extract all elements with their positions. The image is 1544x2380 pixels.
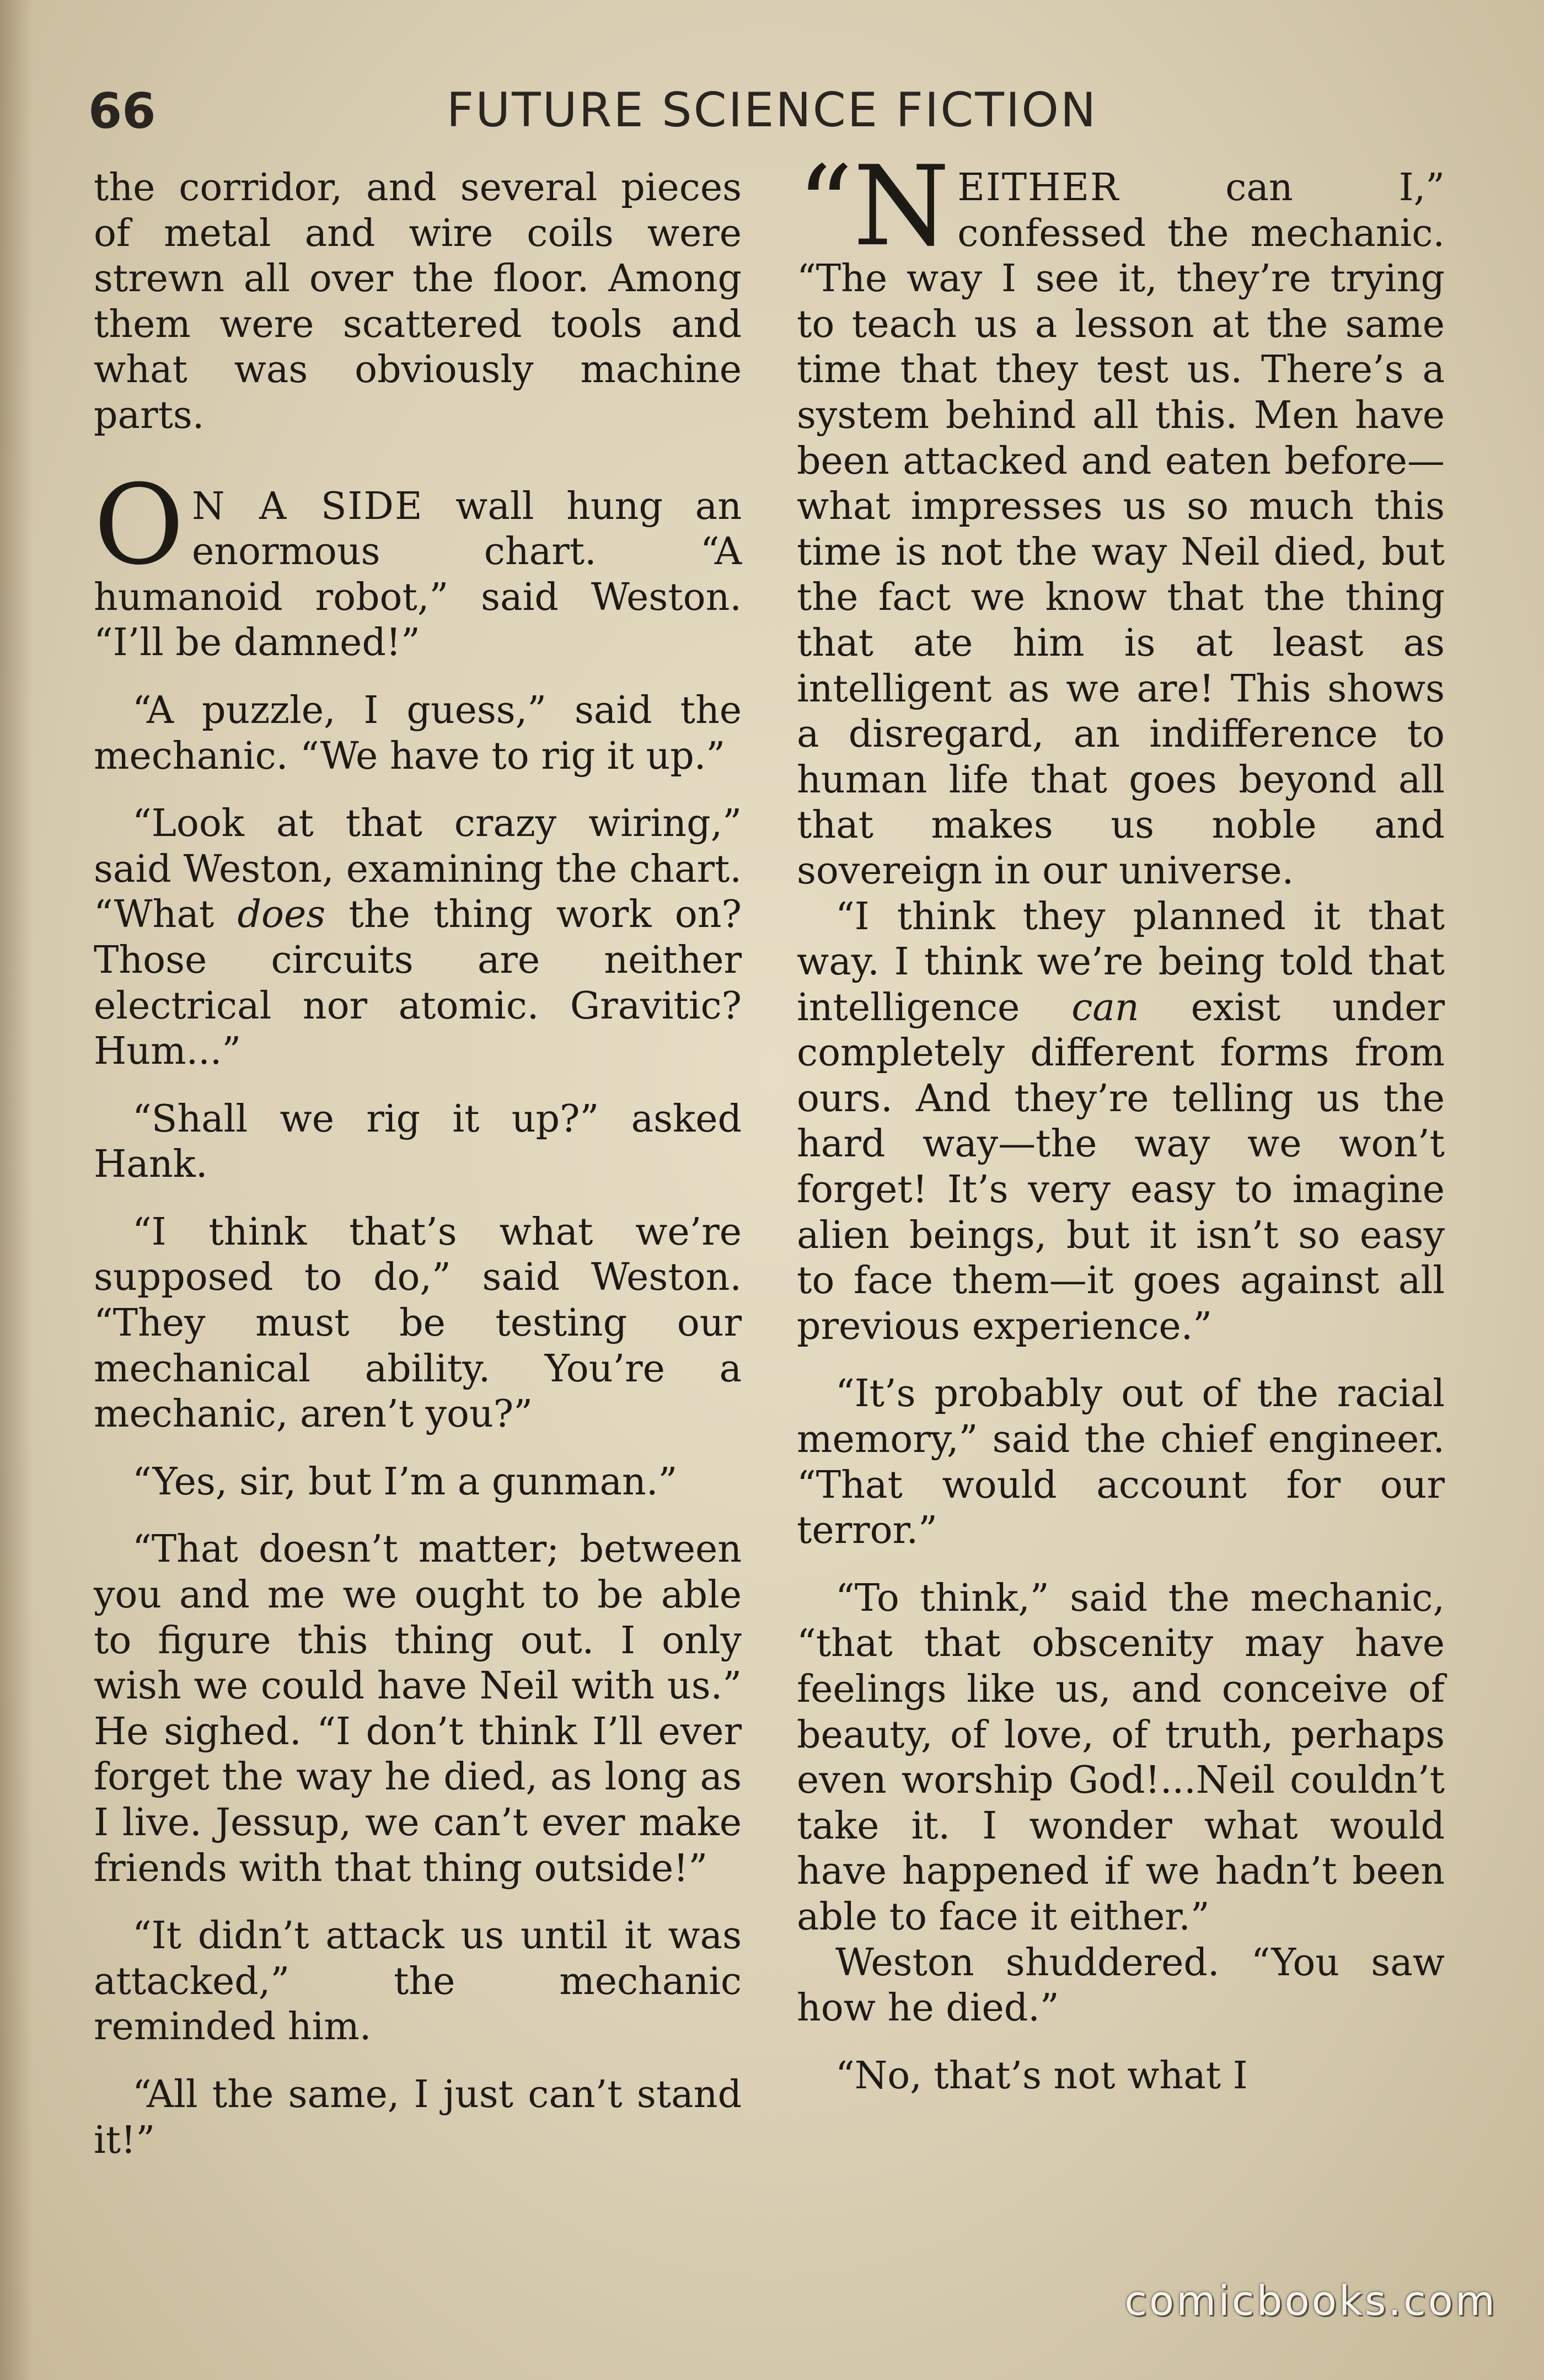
- right-column: [797, 142, 1445, 2099]
- magazine-title: FUTURE SCIENCE FICTION: [446, 83, 1098, 138]
- paragraph-text: can I,” confessed the mechanic. “The way I see it, they’re trying to teach us a lesson at the same time that they test us. There’s a system behind all this. Men have been attacked and eaten before—what impresses us so much this time is not the way Neil died, but the fact we know that the thing that ate him is at least as intelligent as we are! This shows a disregard, an indifference to human life that goes beyond all that makes us noble and sovereign in our universe.: [797, 166, 1445, 893]
- paragraph: “It didn’t attack us until it was attacked,” the mechanic reminded him.: [94, 1914, 742, 2049]
- paragraph: [94, 801, 742, 1075]
- paragraph: [797, 894, 1445, 1350]
- left-column: [94, 165, 742, 2163]
- small-caps-lead: N A SIDE: [191, 484, 423, 528]
- small-caps-lead: EITHER: [957, 166, 1120, 210]
- section-opening-paragraph: [797, 142, 1445, 894]
- emphasis-text: can: [1071, 985, 1139, 1030]
- section-opening-paragraph: [94, 460, 742, 666]
- paragraph: “A puzzle, I guess,” said the mechanic. “We have to rig it up.”: [94, 688, 742, 778]
- page-number: 66: [88, 83, 156, 140]
- paragraph: Weston shuddered. “You saw how he died.”: [797, 1941, 1445, 2030]
- drop-cap: “N: [797, 142, 950, 271]
- paragraph-text: wall hung an enormous chart. “A humanoid robot,” said Weston. “I’ll be damned!”: [94, 484, 742, 665]
- watermark-text: comicbooks.com: [1124, 2277, 1497, 2325]
- paragraph-text: “I think they planned it that way. I think we’re being told that intelligence: [797, 894, 1445, 1030]
- paragraph: “All the same, I just can’t stand it!”: [94, 2072, 742, 2162]
- drop-cap: O: [94, 460, 184, 589]
- paragraph-text: exist under completely different forms from ours. And they’re telling us the hard way—the way we won’t forget! It’s very easy to imagine alien beings, but it isn’t so easy to face them—it goes against all previous experience.”: [797, 985, 1445, 1348]
- paragraph: “I think that’s what we’re supposed to do,” said Weston. “They must be testing our mechanical ability. You’re a mechanic, aren’t you?”: [94, 1210, 742, 1436]
- paragraph: “Shall we rig it up?” asked Hank.: [94, 1097, 742, 1187]
- paragraph: “That doesn’t matter; between you and me we ought to be able to figure this thing out. I only wish we could have Neil with us.” He sighed. “I don’t think I’ll ever forget the way he died, as long as I live. Jessup, we can’t ever make friends with that thing outside!”: [94, 1527, 742, 1890]
- page-header: [88, 83, 1456, 143]
- paragraph: the corridor, and several pieces of metal and wire coils were strewn all over the floor. Among them were scattered tools and what was obviously machine parts.: [94, 166, 742, 437]
- page-spine-shadow: [0, 0, 33, 2380]
- paragraph: “No, that’s not what I: [835, 2054, 1248, 2098]
- paragraph: “To think,” said the mechanic, “that that obscenity may have feelings like us, and conceive of beauty, of love, of truth, perhaps even worship God!...Neil couldn’t take it. I wonder what would have happened if we hadn’t been able to face it either.”: [797, 1576, 1445, 1939]
- paragraph-text: the thing work on? Those circuits are neither electrical nor atomic. Gravitic? Hum...”: [94, 893, 742, 1074]
- paragraph: “It’s probably out of the racial memory,” said the chief engineer. “That would account for our terror.”: [797, 1372, 1445, 1553]
- emphasis-text: does: [237, 893, 326, 937]
- paragraph-text: “Look at that crazy wiring,” said Weston, examining the chart. “What: [94, 802, 742, 937]
- paragraph: “Yes, sir, but I’m a gunman.”: [132, 1460, 678, 1504]
